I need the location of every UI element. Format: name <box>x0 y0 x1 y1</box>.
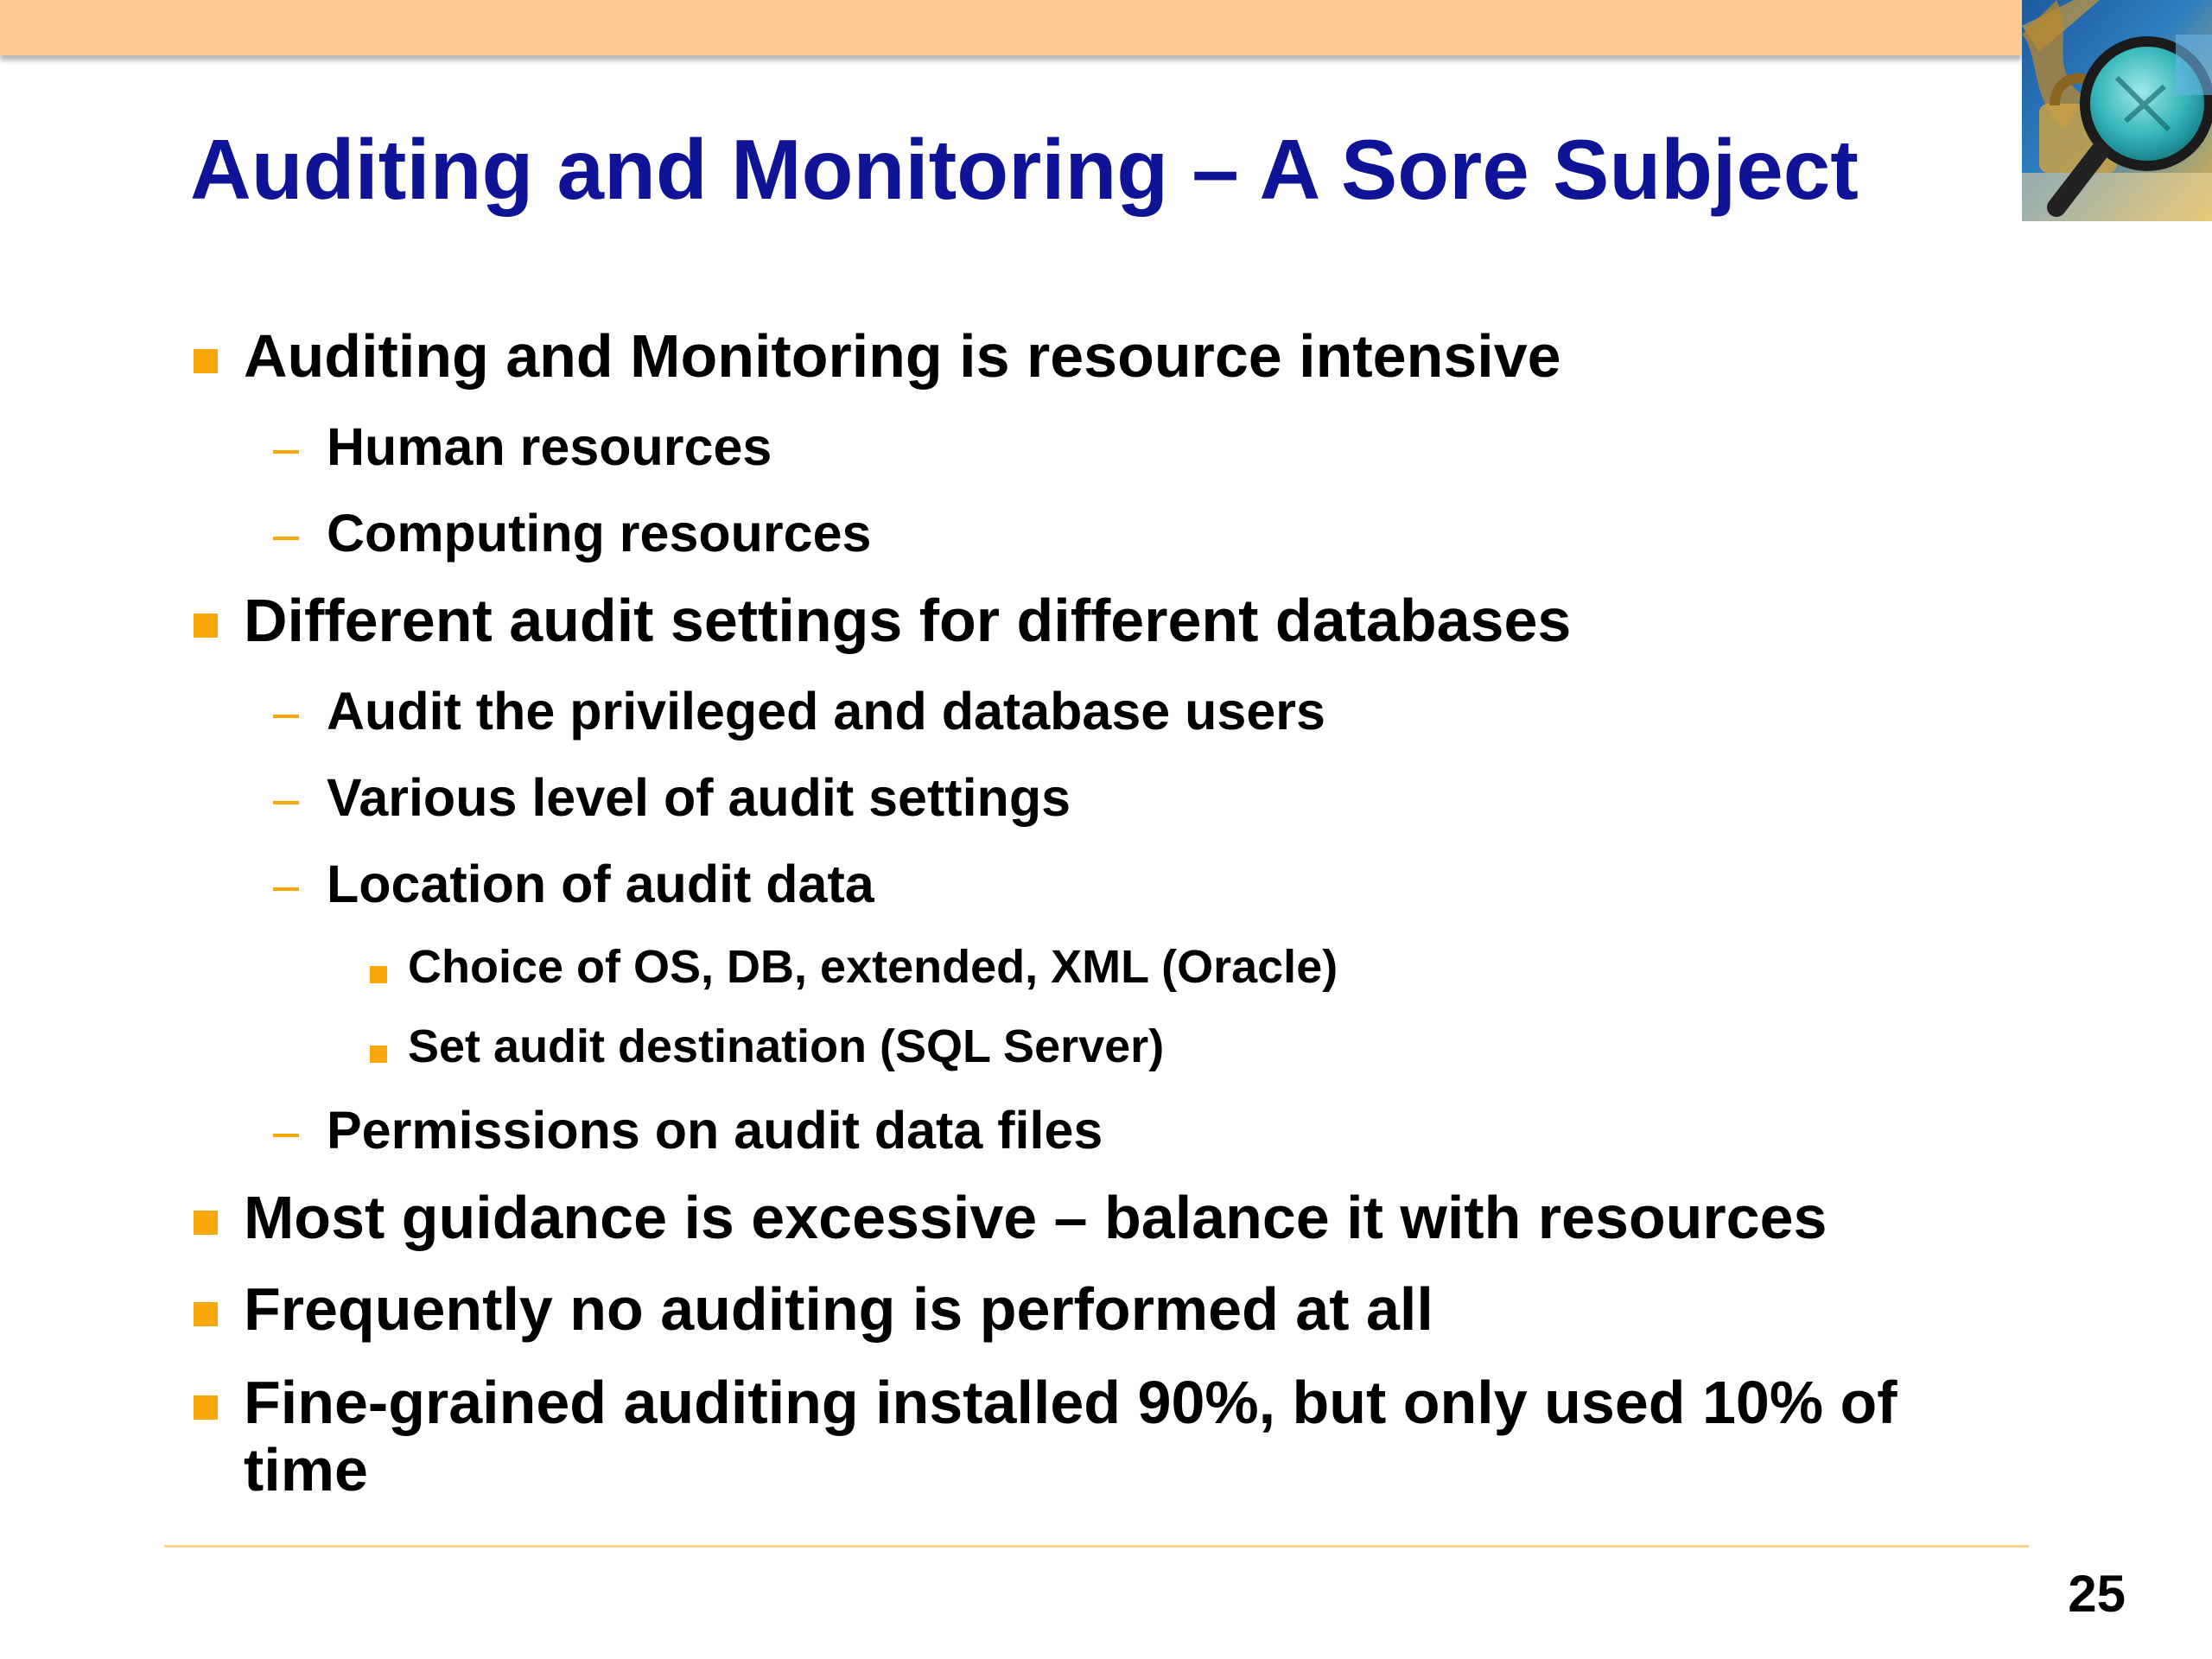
sub-bullet-item: Various level of audit settings <box>327 768 1071 827</box>
sub-bullet-item: Audit the privileged and database users <box>327 682 1325 741</box>
bullet-square-marker <box>194 1211 218 1235</box>
bullet-small-square-marker <box>370 966 387 983</box>
bullet-item: Fine-grained auditing installed 90%, but only used 10% of time <box>244 1369 1897 1503</box>
bullet-dash-marker <box>273 450 299 454</box>
bullet-small-square-marker <box>370 1046 387 1063</box>
sub-bullet-item: Human resources <box>327 417 772 476</box>
bullet-square-marker <box>194 349 218 373</box>
sub-bullet-item: Location of audit data <box>327 855 874 913</box>
bullet-dash-marker <box>273 801 299 804</box>
bullet-item: Auditing and Monitoring is resource intensive <box>244 322 1561 390</box>
sub-bullet-item: Computing resources <box>327 504 872 563</box>
bullet-square-marker <box>194 1395 218 1420</box>
sub-sub-bullet-item: Set audit destination (SQL Server) <box>408 1020 1165 1072</box>
bullet-item: Most guidance is excessive – balance it with resources <box>244 1184 1827 1251</box>
bullet-dash-marker <box>273 1134 299 1137</box>
sub-bullet-item: Permissions on audit data files <box>327 1101 1103 1160</box>
bullet-dash-marker <box>273 537 299 540</box>
bullet-item: Different audit settings for different databases <box>244 587 1572 654</box>
bullet-dash-marker <box>273 887 299 891</box>
bullet-square-marker <box>194 613 218 638</box>
bullet-dash-marker <box>273 715 299 718</box>
page-number: 25 <box>2068 1565 2126 1623</box>
footer-rule <box>164 1545 2029 1548</box>
bullet-item: Frequently no auditing is performed at all <box>244 1275 1433 1343</box>
slide-title: Auditing and Monitoring – A Sore Subject <box>190 122 1859 217</box>
bullet-square-marker <box>194 1302 218 1326</box>
sub-sub-bullet-item: Choice of OS, DB, extended, XML (Oracle) <box>408 941 1338 993</box>
